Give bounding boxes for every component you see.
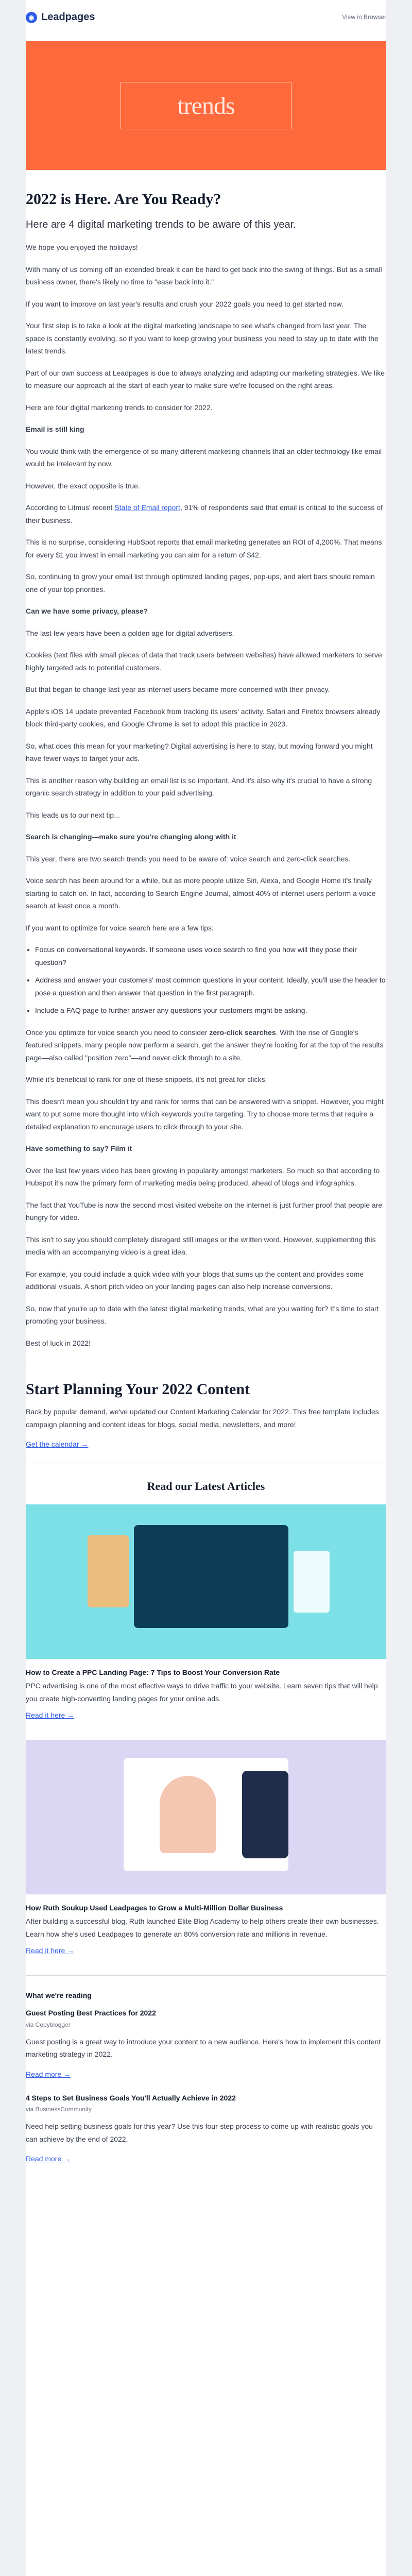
reading-description: Guest posting is a great way to introduce your content to a new audience. Here's how to implement this content marketing strategy in 2022.	[26, 2037, 381, 2058]
paragraph: This is another reason why building an email list is so important. And it's also why it's crucial to have a strong organic search strategy in addition to your paid advertising.	[26, 776, 372, 797]
paragraph: Cookies (text files with small pieces of data that track users between websites) have allowed marketers to serve highly targeted ads to potential customers.	[26, 651, 382, 672]
reading-description: Need help setting business goals for this year? Use this four-step process to come up with realistic goals you can achieve by the end of 2022.	[26, 2122, 373, 2143]
article-subtitle: Here are 4 digital marketing trends to be aware of this year.	[26, 219, 296, 230]
paragraph-with-link	[26, 501, 386, 527]
paragraph: Here are four digital marketing trends to consider for 2022.	[26, 403, 213, 412]
article-card	[26, 1740, 386, 1955]
paragraph: However, the exact opposite is true.	[26, 481, 140, 490]
reading-item	[26, 2007, 386, 2078]
list-item: • Focus on conversational keywords. If someone uses voice search to find you how will they pose their question?	[35, 943, 386, 969]
ppc-thumbnail[interactable]	[26, 1504, 386, 1659]
section-heading-video: Have something to say? Film it	[26, 1144, 132, 1153]
article	[26, 170, 386, 2163]
paragraph: The last few years have been a golden age for digital advertisers.	[26, 629, 234, 637]
paragraph: Best of luck in 2022!	[26, 1338, 91, 1347]
paragraph: This year, there are two search trends you need to be aware of: voice search and zero-click searches.	[26, 854, 351, 863]
thumbnail-panel	[134, 1525, 288, 1628]
read-more-link[interactable]: Read more →	[26, 2155, 71, 2163]
paragraph: But that began to change last year as internet users became more concerned with their privacy.	[26, 685, 330, 693]
paragraph: Apple's iOS 14 update prevented Facebook from tracking its users' activity. Safari and Firefox browsers already block third-party cookies, and Google Chrome is set to adopt this practice in 2023.	[26, 707, 381, 728]
card-description: PPC advertising is one of the most effective ways to drive traffic to your website. Learn seven tips that will help you create high-converting landing pages for your online ads.	[26, 1682, 378, 1703]
text: . With the rise of Google's featured snippets, many people now perform a search, get the answer they're looking for at the top of the results page—also called "position zero"—and never click through to a site.	[26, 1028, 384, 1062]
paragraph: This isn't to say you should completely disregard still images or the written word. However, supplementing this media with an accompanying video is a great idea.	[26, 1235, 376, 1256]
state-of-email-link[interactable]: State of Email report	[114, 503, 180, 512]
what-were-reading-heading: What we're reading	[26, 1991, 92, 1999]
paragraph: If you want to optimize for voice search here are a few tips:	[26, 923, 214, 932]
hero-banner	[26, 41, 386, 170]
logo-text: Leadpages	[41, 11, 95, 23]
get-calendar-link[interactable]: Get the calendar →	[26, 1440, 89, 1448]
planning-section	[26, 1381, 386, 1448]
section-heading-email: Email is still king	[26, 425, 84, 433]
thumbnail-shape	[88, 1535, 129, 1607]
list-item: • Include a FAQ page to further answer any questions your customers might be asking.	[35, 1004, 386, 1017]
text: According to Litmus' recent	[26, 503, 113, 512]
paragraph: Your first step is to take a look at the digital marketing landscape to see what's changed from last year. The space is constantly evolving, so if you want to keep growing your business you need to stay up to date with the latest trends.	[26, 321, 379, 355]
paragraph: Part of our own success at Leadpages is due to always analyzing and adapting our marketing strategies. We like to measure our approach at the start of each year to make sure we're focused on the right areas.	[26, 368, 385, 389]
section-heading-search: Search is changing—make sure you're changing along with it	[26, 833, 236, 841]
ruth-soukup-thumbnail[interactable]	[26, 1740, 386, 1894]
hero-frame	[121, 82, 291, 129]
paragraph: So, what does this mean for your marketing? Digital advertising is here to stay, but moving forward you might have fewer ways to target your ads.	[26, 741, 373, 762]
read-it-here-link[interactable]: Read it here →	[26, 1946, 75, 1955]
read-more-link[interactable]: Read more →	[26, 2070, 71, 2078]
paragraph: While it's beneficial to rank for one of these snippets, it's not great for clicks.	[26, 1075, 267, 1083]
card-description: After building a successful blog, Ruth launched Elite Blog Academy to help others create their own businesses. Learn how she's used Leadpages to generate an 80% conversion rate and millions in revenue.	[26, 1917, 379, 1938]
hero-word: trends	[177, 92, 235, 120]
reading-item	[26, 2092, 386, 2163]
planning-title: Start Planning Your 2022 Content	[26, 1381, 250, 1398]
paragraph: So, now that you're up to date with the latest digital marketing trends, what are you waiting for? It's time to start promoting your business.	[26, 1304, 379, 1325]
brand-logo[interactable]	[26, 11, 95, 23]
planning-text: Back by popular demand, we've updated our Content Marketing Calendar for 2022. This free template includes campaign planning and content ideas for blogs, social media, newsletters, and more!	[26, 1408, 379, 1429]
reading-title[interactable]: 4 Steps to Set Business Goals You'll Actually Achieve in 2022	[26, 2093, 236, 2102]
email-body	[26, 0, 386, 2576]
divider	[26, 1975, 386, 1976]
paragraph: This leads us to our next tip...	[26, 810, 120, 819]
latest-articles-heading: Read our Latest Articles	[147, 1480, 265, 1493]
paragraph: We hope you enjoyed the holidays!	[26, 243, 138, 251]
paragraph: This doesn't mean you shouldn't try and rank for terms that can be answered with a snippet. However, you might want to put some more thought into which keywords you're targeting. Try to choose more terms that require a detailed explanation to encourage users to click through to your site.	[26, 1097, 384, 1131]
section-heading-privacy: Can we have some privacy, please?	[26, 607, 148, 615]
paragraph: Voice search has been around for a while, but as more people utilize Siri, Alexa, and Google Home it's finally starting to catch on. In fact, according to Search Engine Journal, almost 40% of internet users perform a voice search at least once a month.	[26, 876, 376, 910]
article-card	[26, 1504, 386, 1719]
leadpages-logo-icon: ◉	[26, 12, 37, 23]
paragraph: This is no surprise, considering HubSpot reports that email marketing generates an ROI of 4,200%. That means for every $1 you invest in email marketing you can aim for a return of $42.	[26, 538, 382, 559]
read-it-here-link[interactable]: Read it here →	[26, 1711, 75, 1719]
paragraph: For example, you could include a quick video with your blogs that sums up the content and provides some additional visuals. A short pitch video on your landing pages can also help increase conversions.	[26, 1269, 364, 1291]
paragraph: If you want to improve on last year's results and crush your 2022 goals you need to get started now.	[26, 299, 344, 308]
reading-source: via Copyblogger	[26, 2021, 71, 2028]
phone-illustration	[242, 1771, 288, 1858]
voice-search-tips	[35, 943, 386, 1017]
thumbnail-shape	[294, 1551, 330, 1613]
card-title[interactable]: How Ruth Soukup Used Leadpages to Grow a Multi-Million Dollar Business	[26, 1904, 283, 1912]
list-item: • Address and answer your customers' most common questions in your content. Ideally, you'll use the header to pose a question and then answer that question in the first paragraph.	[35, 974, 386, 999]
paragraph: Over the last few years video has been growing in popularity amongst marketers. So much so that according to Hubspot it's now the primary form of marketing media being produced, ahead of blogs and infographics.	[26, 1166, 380, 1187]
paragraph-zero-click	[26, 1026, 386, 1064]
paragraph: With many of us coming off an extended break it can be hard to get back into the swing of things. But as a small business owner, there's likely no time to "ease back into it."	[26, 265, 382, 286]
paragraph: So, continuing to grow your email list through optimized landing pages, pop-ups, and alert bars should remain one of your top priorities.	[26, 572, 375, 594]
person-illustration	[160, 1776, 216, 1853]
article-title: 2022 is Here. Are You Ready?	[26, 191, 221, 208]
reading-title[interactable]: Guest Posting Best Practices for 2022	[26, 2009, 156, 2017]
paragraph: You would think with the emergence of so many different marketing channels that an older technology like email would be irrelevant by now.	[26, 447, 382, 468]
email-header	[26, 0, 386, 41]
reading-source: via BusinessCommunity	[26, 2106, 92, 2113]
view-in-browser-link[interactable]: View in Browser	[342, 13, 386, 21]
bold-text: zero-click searches	[209, 1028, 276, 1037]
text: , 91% of respondents said that email is critical to the success of their business.	[26, 503, 383, 524]
card-title[interactable]: How to Create a PPC Landing Page: 7 Tips to Boost Your Conversion Rate	[26, 1668, 280, 1676]
paragraph: The fact that YouTube is now the second most visited website on the internet is just further proof that people are hungry for video.	[26, 1200, 383, 1222]
text: Once you optimize for voice search you need to consider	[26, 1028, 210, 1037]
